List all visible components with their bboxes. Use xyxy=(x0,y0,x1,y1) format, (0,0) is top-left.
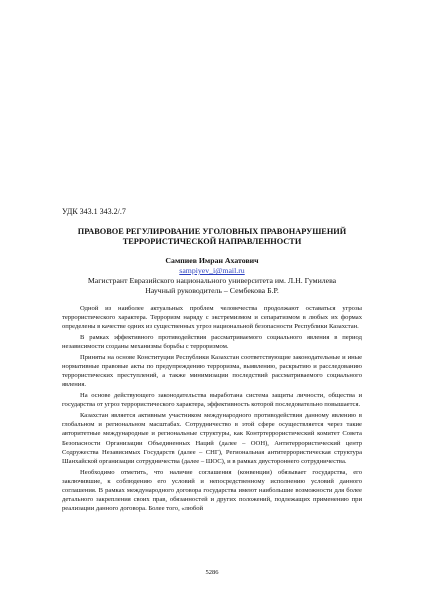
body-paragraph-3: Приняты на основе Конституции Республики Казахстан соответствующие законодательные и иные нормативные правовые акты по предупреждению терроризма, выявлению, раскрытию и расследованию террористических преступлений, а также минимизации последствий рассматриваемого социального явления. xyxy=(62,353,362,389)
body-paragraph-1: Одной из наиболее актуальных проблем человечества продолжают оставаться угрозы террористического характера. Терроризм наряду с экстремизмом и сепаратизмом в любых их формах определены в качестве одних из существенных угроз национальной безопасности Республики Казахстан. xyxy=(62,305,362,331)
body-paragraph-4: На основе действующего законодательства выработана система защиты личности, общества и государства от угроз террористического характера, эффективность которой последовательно повышается. xyxy=(62,392,362,409)
body-paragraph-2: В рамках эффективного противодействия рассматриваемого социального явления в период независимости созданы механизмы борьбы с терроризмом. xyxy=(62,334,362,351)
body-paragraph-6: Необходимо отметить, что наличие соглашения (конвенции) обязывает государства, его заключившие, к соблюдению его условий и непосредственному исполнению условий данного соглашения. В рамках международного договора государства имеют наибольшие возможности для более детального закрепления своих прав, обязанностей и других положений, подлежащих применению при реализации данного договора. Более того, «любой xyxy=(62,468,362,513)
article-title-line-2: ТЕРРОРИСТИЧЕСКОЙ НАПРАВЛЕННОСТИ xyxy=(122,237,302,246)
article-title xyxy=(62,227,362,247)
udc-code: УДК 343.1 343.2/.7 xyxy=(62,207,126,216)
body-paragraph-5: Казахстан является активным участником международного противодействия данному явлению в глобальном и региональном масштабах. Сотрудничество в этой сфере осуществляется через такие авторитетные международные и региональные структуры, как Контртеррористический комитет Совета Безопасности Организации Объединенных Наций (далее – ООН), Антитеррористический центр Содружества Независимых Государств (далее – СНГ), Региональная антитеррористическая структура Шанхайской организации сотрудничества (далее – ШОС), и в рамках двустороннего сотрудничества. xyxy=(62,412,362,465)
article-title-line-1: ПРАВОВОЕ РЕГУЛИРОВАНИЕ УГОЛОВНЫХ ПРАВОНАРУШЕНИЙ xyxy=(77,227,347,236)
article-body xyxy=(62,304,362,515)
author-affiliation: Магистрант Евразийского национального университета им. Л.Н. Гумилева xyxy=(87,276,337,285)
supervisor-line: Научный руководитель – Сембекова Б.Р. xyxy=(145,286,279,295)
author-email-link[interactable]: sampiyev_i@mail.ru xyxy=(179,266,245,275)
author-block xyxy=(62,256,362,296)
author-name: Сампиев Имран Ахатович xyxy=(165,256,259,265)
page-number: 5286 xyxy=(205,569,219,576)
